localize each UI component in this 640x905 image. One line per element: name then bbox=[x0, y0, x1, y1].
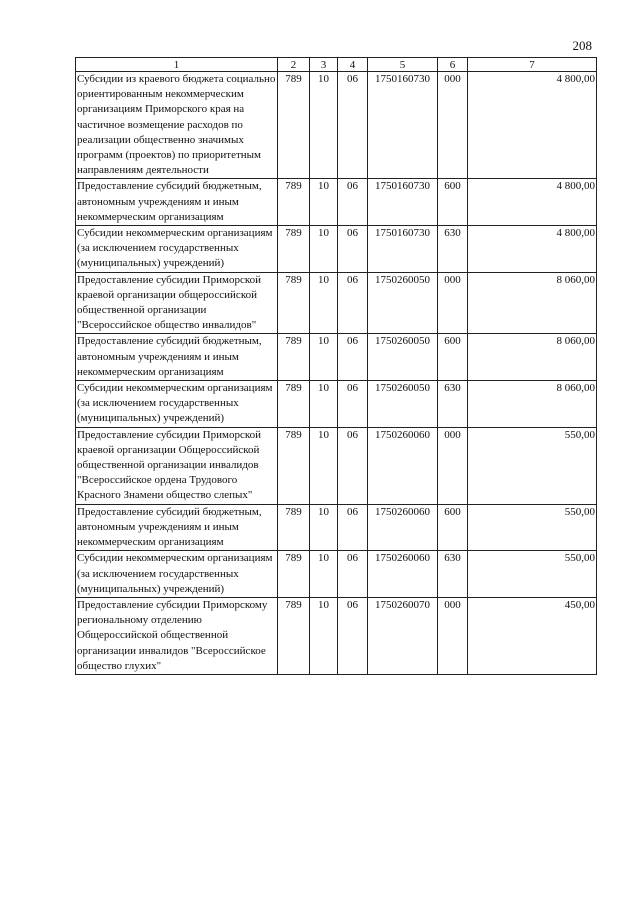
table-row bbox=[76, 597, 597, 674]
header-col-3: 3 bbox=[310, 58, 338, 72]
row-name: Предоставление субсидии Приморскому региональному отделению Общероссийской общественной организации инвалидов "Всероссийское общество глухих" bbox=[76, 597, 278, 674]
table-row bbox=[76, 72, 597, 179]
row-expense-type-code: 600 bbox=[438, 504, 468, 551]
row-amount: 8 060,00 bbox=[468, 334, 597, 381]
row-subsection-code: 06 bbox=[338, 272, 368, 334]
row-section-code: 10 bbox=[310, 597, 338, 674]
row-name: Субсидии некоммерческим организациям (за исключением государственных (муниципальных) учреждений) bbox=[76, 551, 278, 598]
row-ministry-code: 789 bbox=[278, 334, 310, 381]
row-subsection-code: 06 bbox=[338, 427, 368, 504]
row-name: Предоставление субсидии Приморской краевой организации общероссийской общественной организации "Всероссийское общество инвалидов" bbox=[76, 272, 278, 334]
header-col-2: 2 bbox=[278, 58, 310, 72]
row-amount: 4 800,00 bbox=[468, 179, 597, 226]
row-ministry-code: 789 bbox=[278, 597, 310, 674]
row-amount: 4 800,00 bbox=[468, 226, 597, 273]
row-ministry-code: 789 bbox=[278, 427, 310, 504]
row-target-code: 1750260060 bbox=[368, 551, 438, 598]
table-row bbox=[76, 551, 597, 598]
row-target-code: 1750260070 bbox=[368, 597, 438, 674]
row-target-code: 1750160730 bbox=[368, 226, 438, 273]
row-subsection-code: 06 bbox=[338, 551, 368, 598]
row-name: Предоставление субсидий бюджетным, автономным учреждениям и иным некоммерческим организациям bbox=[76, 179, 278, 226]
header-col-7: 7 bbox=[468, 58, 597, 72]
row-section-code: 10 bbox=[310, 504, 338, 551]
row-subsection-code: 06 bbox=[338, 504, 368, 551]
row-ministry-code: 789 bbox=[278, 381, 310, 428]
table-row bbox=[76, 504, 597, 551]
row-expense-type-code: 000 bbox=[438, 427, 468, 504]
header-col-4: 4 bbox=[338, 58, 368, 72]
row-ministry-code: 789 bbox=[278, 226, 310, 273]
row-amount: 8 060,00 bbox=[468, 381, 597, 428]
row-target-code: 1750260050 bbox=[368, 272, 438, 334]
row-amount: 8 060,00 bbox=[468, 272, 597, 334]
row-section-code: 10 bbox=[310, 179, 338, 226]
row-amount: 550,00 bbox=[468, 551, 597, 598]
row-expense-type-code: 630 bbox=[438, 226, 468, 273]
row-ministry-code: 789 bbox=[278, 179, 310, 226]
page-number: 208 bbox=[572, 38, 592, 53]
table-row bbox=[76, 427, 597, 504]
row-name: Предоставление субсидии Приморской краевой организации Общероссийской общественной организации инвалидов "Всероссийское ордена Трудового Красного Знамени общество слепых" bbox=[76, 427, 278, 504]
row-target-code: 1750160730 bbox=[368, 72, 438, 179]
table-row bbox=[76, 226, 597, 273]
row-target-code: 1750260050 bbox=[368, 381, 438, 428]
row-section-code: 10 bbox=[310, 427, 338, 504]
table-row bbox=[76, 272, 597, 334]
row-expense-type-code: 000 bbox=[438, 597, 468, 674]
row-ministry-code: 789 bbox=[278, 272, 310, 334]
row-expense-type-code: 630 bbox=[438, 381, 468, 428]
budget-table bbox=[75, 57, 597, 675]
row-amount: 450,00 bbox=[468, 597, 597, 674]
row-subsection-code: 06 bbox=[338, 597, 368, 674]
row-amount: 550,00 bbox=[468, 504, 597, 551]
row-expense-type-code: 000 bbox=[438, 72, 468, 179]
row-target-code: 1750260060 bbox=[368, 504, 438, 551]
row-amount: 4 800,00 bbox=[468, 72, 597, 179]
row-section-code: 10 bbox=[310, 381, 338, 428]
table-row bbox=[76, 381, 597, 428]
row-subsection-code: 06 bbox=[338, 334, 368, 381]
row-amount: 550,00 bbox=[468, 427, 597, 504]
header-col-1: 1 bbox=[76, 58, 278, 72]
row-section-code: 10 bbox=[310, 334, 338, 381]
row-name: Субсидии из краевого бюджета социально ориентированным некоммерческим организациям Приморского края на частичное возмещение расходов по реализации общественно значимых программ (проектов) по приоритетным направлениям деятельности bbox=[76, 72, 278, 179]
row-expense-type-code: 600 bbox=[438, 334, 468, 381]
row-name: Субсидии некоммерческим организациям (за исключением государственных (муниципальных) учреждений) bbox=[76, 226, 278, 273]
row-target-code: 1750260050 bbox=[368, 334, 438, 381]
row-expense-type-code: 630 bbox=[438, 551, 468, 598]
row-ministry-code: 789 bbox=[278, 72, 310, 179]
row-target-code: 1750260060 bbox=[368, 427, 438, 504]
row-ministry-code: 789 bbox=[278, 504, 310, 551]
row-section-code: 10 bbox=[310, 72, 338, 179]
header-col-6: 6 bbox=[438, 58, 468, 72]
row-name: Предоставление субсидий бюджетным, автономным учреждениям и иным некоммерческим организациям bbox=[76, 504, 278, 551]
row-section-code: 10 bbox=[310, 226, 338, 273]
row-subsection-code: 06 bbox=[338, 226, 368, 273]
row-target-code: 1750160730 bbox=[368, 179, 438, 226]
row-subsection-code: 06 bbox=[338, 179, 368, 226]
row-expense-type-code: 600 bbox=[438, 179, 468, 226]
row-section-code: 10 bbox=[310, 551, 338, 598]
row-section-code: 10 bbox=[310, 272, 338, 334]
row-subsection-code: 06 bbox=[338, 72, 368, 179]
row-name: Предоставление субсидий бюджетным, автономным учреждениям и иным некоммерческим организациям bbox=[76, 334, 278, 381]
header-col-5: 5 bbox=[368, 58, 438, 72]
header-row bbox=[76, 58, 597, 72]
row-expense-type-code: 000 bbox=[438, 272, 468, 334]
row-ministry-code: 789 bbox=[278, 551, 310, 598]
row-subsection-code: 06 bbox=[338, 381, 368, 428]
table-row bbox=[76, 334, 597, 381]
row-name: Субсидии некоммерческим организациям (за исключением государственных (муниципальных) учреждений) bbox=[76, 381, 278, 428]
table-row bbox=[76, 179, 597, 226]
